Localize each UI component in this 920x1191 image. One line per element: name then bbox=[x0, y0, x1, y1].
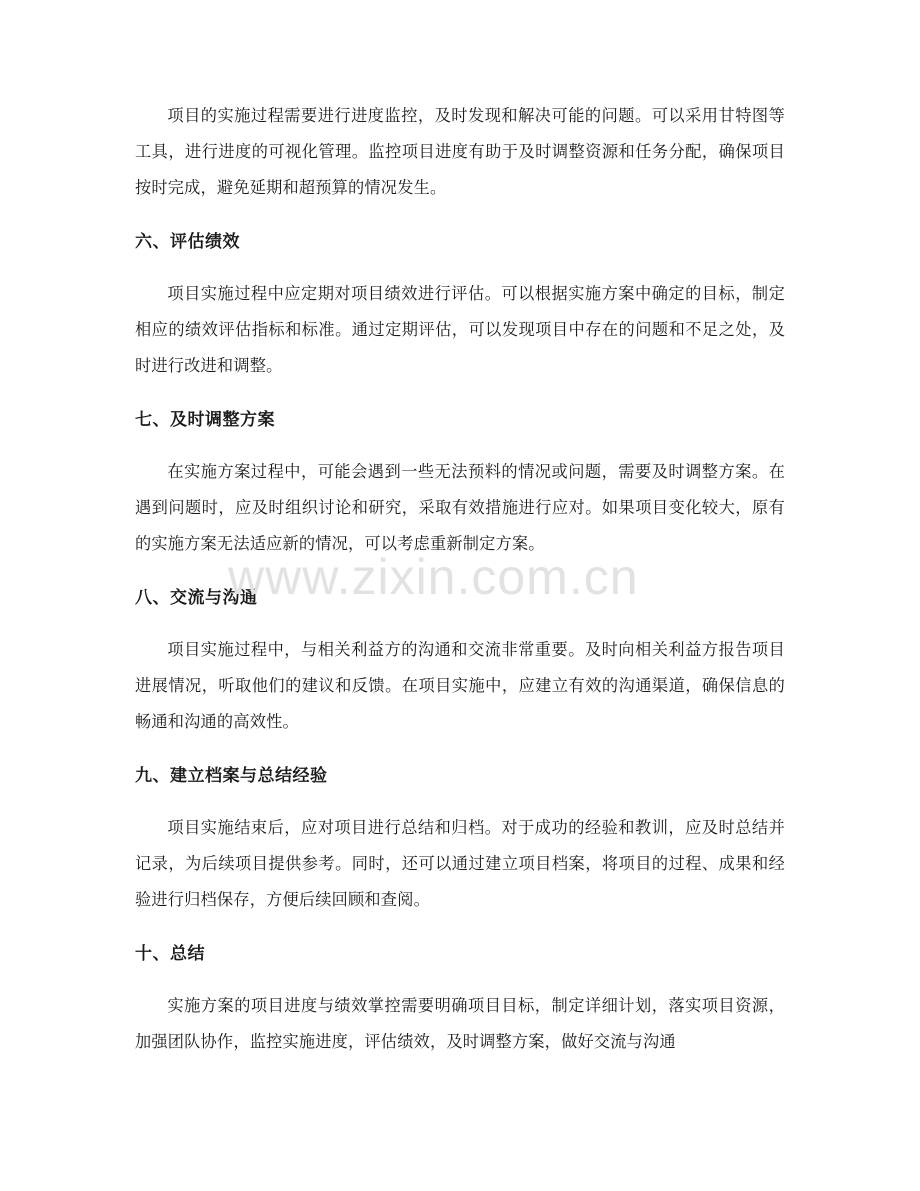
paragraph-progress-monitoring: 项目的实施过程需要进行进度监控，及时发现和解决可能的问题。可以采用甘特图等工具，进行进度的可视化管理。监控项目进度有助于及时调整资源和任务分配，确保项目按时完成，避免延期和超预算的情况发生。 bbox=[135, 106, 785, 197]
heading-archive-summary: 九、建立档案与总结经验 bbox=[135, 766, 328, 786]
heading-evaluate-performance: 六、评估绩效 bbox=[135, 232, 240, 252]
watermark-text: www.zixin.com.cn bbox=[228, 549, 639, 605]
paragraph-adjust-plan: 在实施方案过程中，可能会遇到一些无法预料的情况或问题，需要及时调整方案。在遇到问题时，应及时组织讨论和研究，采取有效措施进行应对。如果项目变化较大，原有的实施方案无法适应新的情况，可以考虑重新制定方案。 bbox=[135, 462, 785, 553]
document-body bbox=[135, 98, 785, 1060]
paragraph-evaluate-performance: 项目实施过程中应定期对项目绩效进行评估。可以根据实施方案中确定的目标，制定相应的绩效评估指标和标准。通过定期评估，可以发现项目中存在的问题和不足之处，及时进行改进和调整。 bbox=[135, 284, 785, 375]
paragraph-archive-summary: 项目实施结束后，应对项目进行总结和归档。对于成功的经验和教训，应及时总结并记录，为后续项目提供参考。同时，还可以通过建立项目档案，将项目的过程、成果和经验进行归档保存，方便后续回顾和查阅。 bbox=[135, 818, 785, 909]
heading-conclusion: 十、总结 bbox=[135, 944, 205, 964]
paragraph-communication: 项目实施过程中，与相关利益方的沟通和交流非常重要。及时向相关利益方报告项目进展情况，听取他们的建议和反馈。在项目实施中，应建立有效的沟通渠道，确保信息的畅通和沟通的高效性。 bbox=[135, 640, 785, 731]
heading-communication: 八、交流与沟通 bbox=[135, 588, 258, 608]
paragraph-conclusion: 实施方案的项目进度与绩效掌控需要明确项目目标，制定详细计划，落实项目资源，加强团队协作，监控实施进度，评估绩效，及时调整方案，做好交流与沟通 bbox=[135, 996, 785, 1051]
heading-adjust-plan: 七、及时调整方案 bbox=[135, 410, 275, 430]
